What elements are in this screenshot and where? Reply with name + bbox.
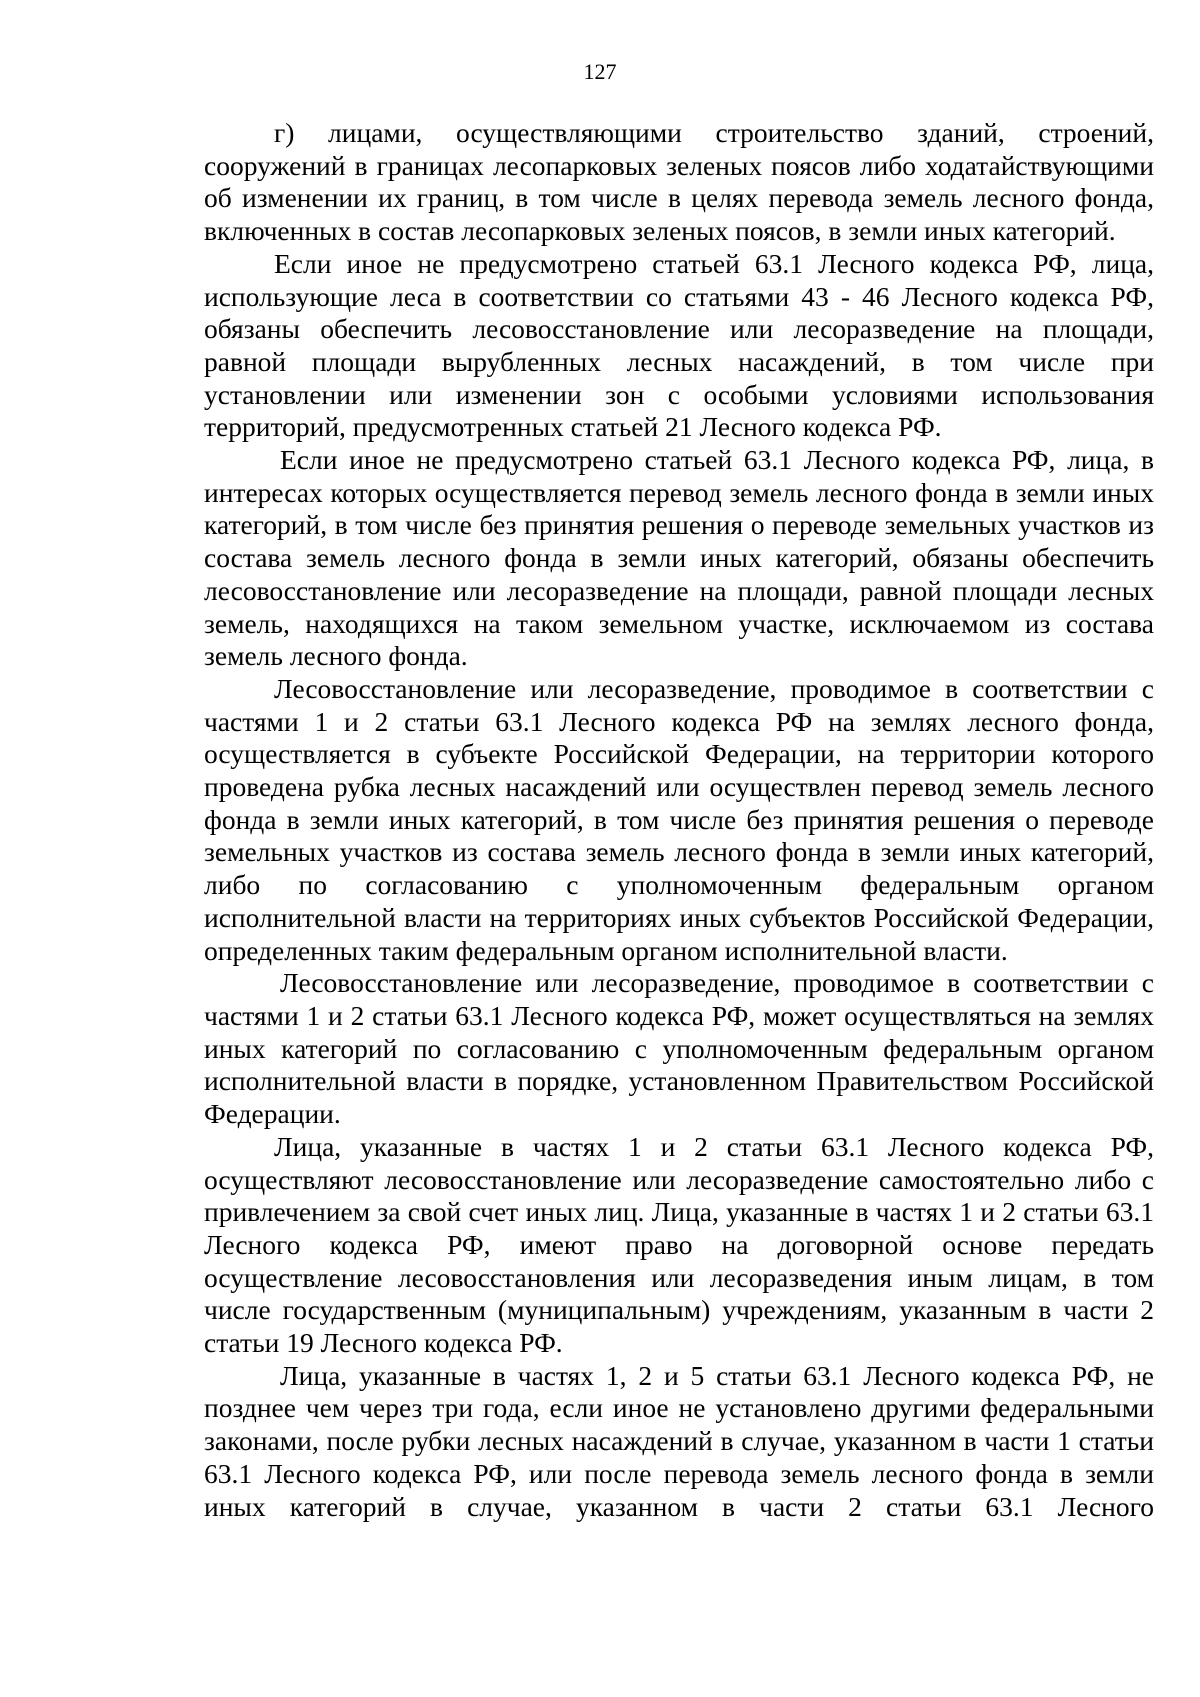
paragraph: Лица, указанные в частях 1 и 2 статьи 63.1 Лесного кодекса РФ, осуществляют лесовосстановление или лесоразведение самостоятельно либо с привлечением за свой счет иных лиц. Лица, указанные в частях 1 и 2 статьи 63.1 Лесного кодекса РФ, имеют право на договорной основе передать осуществление лесовосстановления или лесоразведения иным лицам, в том числе государственным (муниципальным) учреждениям, указанным в части 2 статьи 19 Лесного кодекса РФ. — [204, 1130, 1154, 1359]
document-body — [204, 117, 1154, 1523]
paragraph: Если иное не предусмотрено статьей 63.1 Лесного кодекса РФ, лица, использующие леса в соответствии со статьями 43 - 46 Лесного кодекса РФ, обязаны обеспечить лесовосстановление или лесоразведение на площади, равной площади вырубленных лесных насаждений, в том числе при установлении или изменении зон с особыми условиями использования территорий, предусмотренных статьей 21 Лесного кодекса РФ. — [204, 247, 1154, 443]
paragraph: Лесовосстановление или лесоразведение, проводимое в соответствии с частями 1 и 2 статьи 63.1 Лесного кодекса РФ на землях лесного фонда, осуществляется в субъекте Российской Федерации, на территории которого проведена рубка лесных насаждений или осуществлен перевод земель лесного фонда в земли иных категорий, в том числе без принятия решения о переводе земельных участков из состава земель лесного фонда в земли иных категорий, либо по согласованию с уполномоченным федеральным органом исполнительной власти на территориях иных субъектов Российской Федерации, определенных таким федеральным органом исполнительной власти. — [204, 672, 1154, 966]
page-number: 127 — [583, 59, 617, 84]
paragraph: Если иное не предусмотрено статьей 63.1 Лесного кодекса РФ, лица, в интересах которых осуществляется перевод земель лесного фонда в земли иных категорий, в том числе без принятия решения о переводе земельных участков из состава земель лесного фонда в земли иных категорий, обязаны обеспечить лесовосстановление или лесоразведение на площади, равной площади лесных земель, находящихся на таком земельном участке, исключаемом из состава земель лесного фонда. — [204, 444, 1154, 672]
paragraph: г) лицами, осуществляющими строительство зданий, строений, сооружений в границах лесопарковых зеленых поясов либо ходатайствующими об изменении их границ, в том числе в целях перевода земель лесного фонда, включенных в состав лесопарковых зеленых поясов, в земли иных категорий. — [204, 117, 1154, 247]
paragraph: Лесовосстановление или лесоразведение, проводимое в соответствии с частями 1 и 2 статьи 63.1 Лесного кодекса РФ, может осуществляться на землях иных категорий по согласованию с уполномоченным федеральным органом исполнительной власти в порядке, установленном Правительством Российской Федерации. — [204, 967, 1154, 1130]
paragraph: Лица, указанные в частях 1, 2 и 5 статьи 63.1 Лесного кодекса РФ, не позднее чем через три года, если иное не установлено другими федеральными законами, после рубки лесных насаждений в случае, указанном в части 1 статьи 63.1 Лесного кодекса РФ, или после перевода земель лесного фонда в земли иных категорий в случае, указанном в части 2 статьи 63.1 Лесного — [204, 1359, 1154, 1522]
